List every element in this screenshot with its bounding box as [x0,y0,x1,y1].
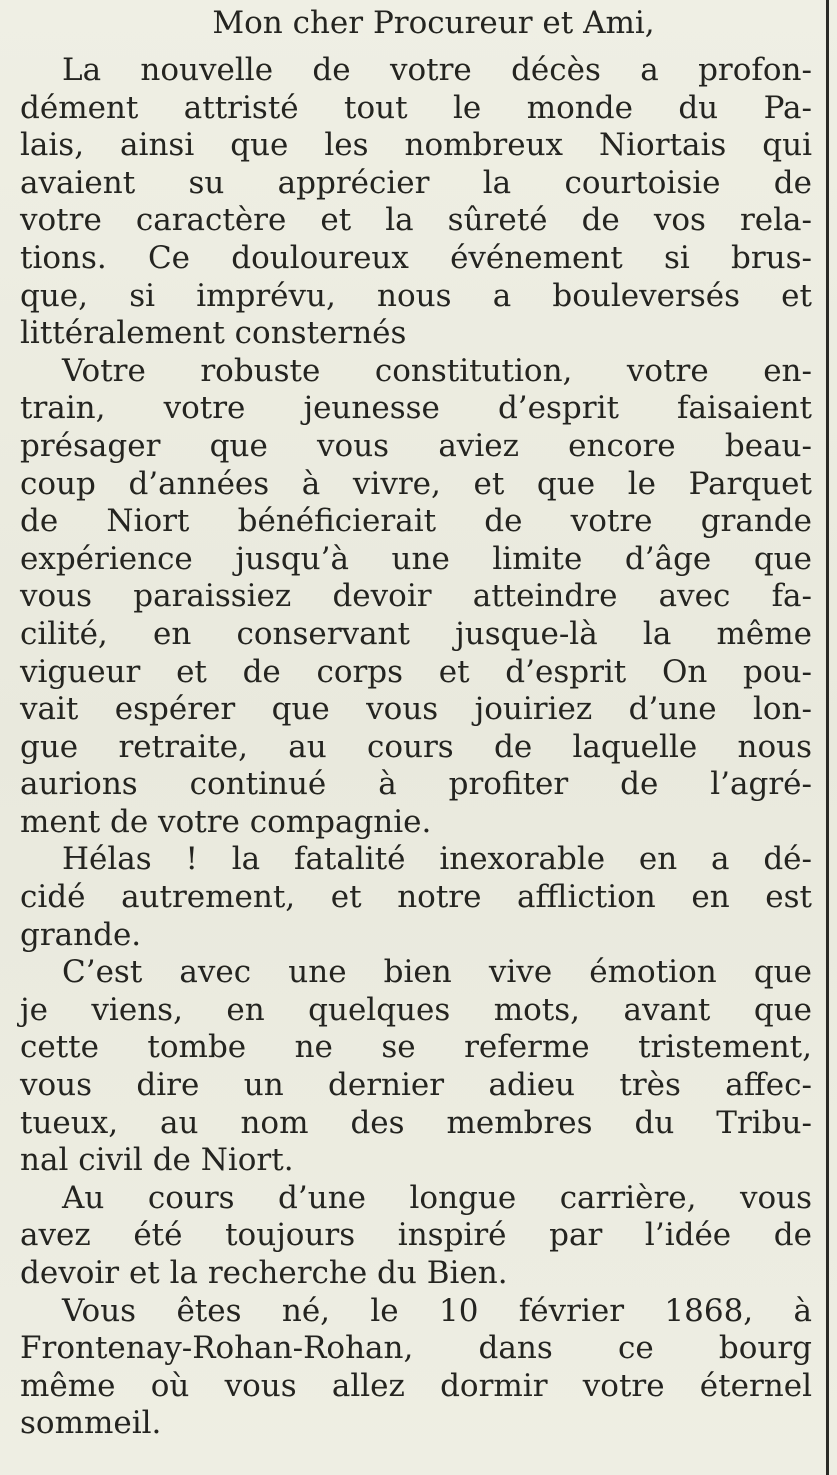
text-line: littéralement consternés [20,315,407,352]
column-rule [826,0,829,1475]
text-line: je viens, en quelques mots, avant que [20,991,812,1028]
text-line: ment de votre compagnie. [20,803,432,840]
text-line: lais, ainsi que les nombreux Niortais qui [20,127,812,164]
text-line: Au cours d’une longue carrière, vous [62,1179,812,1216]
paragraph [20,954,812,1180]
text-line: La nouvelle de votre décès a profon- [62,52,812,88]
text-line: aurions continué à profiter de l’agré- [20,766,812,803]
text-line: avez été toujours inspiré par l’idée de [20,1217,812,1254]
text-line: cilité, en conservant jusque-là la même [20,615,812,652]
paragraph [20,52,812,353]
text-line: Hélas ! la fatalité inexorable en a dé- [62,841,812,878]
text-line: cidé autrement, et notre affliction en est [20,879,812,916]
salutation: Mon cher Procureur et Ami, [212,5,655,41]
article-column [20,0,812,1443]
text-line: votre caractère et la sûreté de vos rela- [20,202,812,239]
text-line: dément attristé tout le monde du Pa- [20,89,812,126]
text-line: vigueur et de corps et d’esprit On pou- [20,653,812,690]
paragraph [20,841,812,954]
text-line: nal civil de Niort. [20,1142,294,1179]
paragraph [20,353,812,842]
text-line: même où vous allez dormir votre éternel [20,1367,812,1404]
text-line: avaient su apprécier la courtoisie de [20,164,812,201]
text-line: Vous êtes né, le 10 février 1868, à [62,1292,812,1329]
text-line: tions. Ce douloureux événement si brus- [20,239,812,276]
text-line: train, votre jeunesse d’esprit faisaient [20,390,812,427]
text-line: que, si imprévu, nous a bouleversés et [20,277,812,314]
text-line: devoir et la recherche du Bien. [20,1255,508,1291]
text-line: coup d’années à vivre, et que le Parquet [20,465,812,502]
text-line: sommeil. [20,1405,162,1442]
text-line: cette tombe ne se referme tristement, [20,1029,812,1066]
text-line: de Niort bénéficierait de votre grande [20,503,812,540]
paragraph [20,1293,812,1443]
text-line: présager que vous aviez encore beau- [20,427,812,464]
text-line: C’est avec une bien vive émotion que [62,954,812,991]
paragraph [20,1180,812,1293]
text-line: Votre robuste constitution, votre en- [62,352,812,389]
text-line: vous dire un dernier adieu très affec- [20,1067,812,1104]
text-line: tueux, au nom des membres du Tribu- [20,1104,812,1141]
text-line: gue retraite, au cours de laquelle nous [20,728,812,765]
text-line: vait espérer que vous jouiriez d’une lon- [20,691,812,728]
text-line: grande. [20,916,142,953]
text-line: expérience jusqu’à une limite d’âge que [20,540,812,577]
text-line: vous paraissiez devoir atteindre avec fa- [20,578,812,615]
text-line: Frontenay-Rohan-Rohan, dans ce bourg [20,1330,812,1367]
